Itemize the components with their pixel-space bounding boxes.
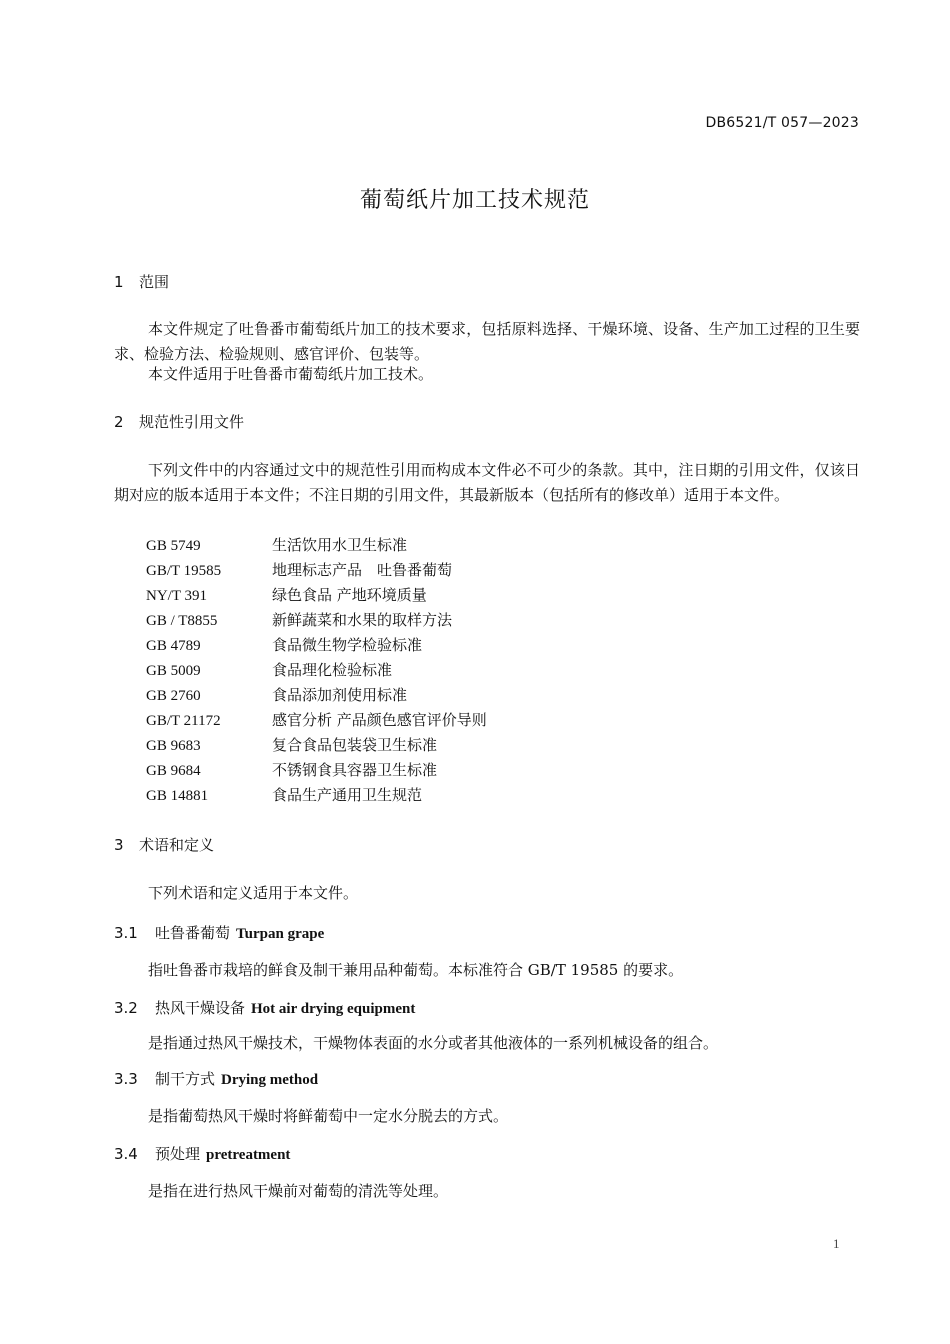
section-3-paragraph-1: 下列术语和定义适用于本文件。 [148,884,359,902]
document-number: DB6521/T 057—2023 [705,115,859,131]
reference-item [146,758,487,783]
section-2-paragraph-1: 下列文件中的内容通过文中的规范性引用而构成本文件必不可少的条款。其中，注日期的引用文件，仅该日期对应的版本适用于本文件；不注日期的引用文件，其最新版本（包括所有的修改单）适用于本文件。 [114,461,860,504]
reference-name: 食品微生物学检验标准 [272,636,423,654]
term-chinese: 吐鲁番葡萄 [155,924,231,942]
reference-item [146,558,487,583]
term-english: Drying method [221,1072,319,1088]
term-3-2-definition: 是指通过热风干燥技术，干燥物体表面的水分或者其他液体的一系列机械设备的组合。 [148,1034,719,1052]
reference-name: 食品理化检验标准 [272,661,393,679]
term-chinese: 制干方式 [155,1070,216,1088]
reference-item [146,683,487,708]
section-1-heading [114,271,169,292]
term-chinese: 预处理 [155,1145,201,1163]
reference-code: GB 5009 [146,663,201,679]
term-3-1-heading [114,922,324,943]
reference-name: 食品添加剂使用标准 [272,686,408,704]
reference-name: 新鲜蔬菜和水果的取样方法 [272,611,453,629]
section-number: 2 [114,413,124,431]
term-chinese: 热风干燥设备 [155,999,246,1017]
section-3-heading [114,834,214,855]
reference-name: 复合食品包装袋卫生标准 [272,736,438,754]
reference-item [146,783,487,808]
term-3-3-heading [114,1068,318,1089]
reference-item [146,658,487,683]
section-2-heading [114,411,244,432]
document-title: 葡萄纸片加工技术规范 [359,188,590,213]
reference-code: GB / T8855 [146,613,218,629]
term-3-4-definition: 是指在进行热风干燥前对葡萄的清洗等处理。 [148,1182,449,1200]
term-english: pretreatment [206,1147,291,1163]
reference-name: 绿色食品 产地环境质量 [272,586,427,604]
reference-code: GB 5749 [146,538,201,554]
section-1-paragraph-1: 本文件规定了吐鲁番市葡萄纸片加工的技术要求，包括原料选择、干燥环境、设备、生产加工过程的卫生要求、检验方法、检验规则、感官评价、包装等。 [114,320,860,363]
reference-code: GB 2760 [146,688,201,704]
term-number: 3.1 [114,924,138,942]
reference-item [146,608,487,633]
term-english: Turpan grape [236,926,325,942]
reference-name: 不锈钢食具容器卫生标准 [272,761,438,779]
section-title: 范围 [139,273,170,291]
normative-references-list [146,533,487,808]
term-3-4-heading [114,1143,290,1164]
section-number: 3 [114,836,124,854]
page-number: 1 [833,1236,840,1251]
term-3-3-definition: 是指葡萄热风干燥时将鲜葡萄中一定水分脱去的方式。 [148,1107,509,1125]
term-number: 3.3 [114,1070,138,1088]
reference-item [146,708,487,733]
term-3-1-definition: 指吐鲁番市栽培的鲜食及制干兼用品种葡萄。本标准符合 GB/T 19585 的要求。 [148,961,684,979]
reference-item [146,733,487,758]
term-number: 3.2 [114,999,138,1017]
reference-name: 生活饮用水卫生标准 [272,536,408,554]
reference-code: GB 9683 [146,738,201,754]
section-number: 1 [114,273,124,291]
reference-code: NY/T 391 [146,588,207,604]
reference-code: GB 4789 [146,638,201,654]
term-english: Hot air drying equipment [251,1001,416,1017]
section-title: 术语和定义 [139,836,215,854]
reference-name: 食品生产通用卫生规范 [272,786,423,804]
reference-item [146,633,487,658]
reference-code: GB/T 19585 [146,563,222,579]
reference-name: 感官分析 产品颜色感官评价导则 [272,711,487,729]
reference-item [146,533,487,558]
section-title: 规范性引用文件 [139,413,245,431]
reference-code: GB/T 21172 [146,713,221,729]
reference-item [146,583,487,608]
term-3-2-heading [114,997,415,1018]
reference-code: GB 14881 [146,788,209,804]
section-1-paragraph-2: 本文件适用于吐鲁番市葡萄纸片加工技术。 [148,365,434,383]
reference-name: 地理标志产品 吐鲁番葡萄 [272,561,453,579]
reference-code: GB 9684 [146,763,201,779]
term-number: 3.4 [114,1145,138,1163]
